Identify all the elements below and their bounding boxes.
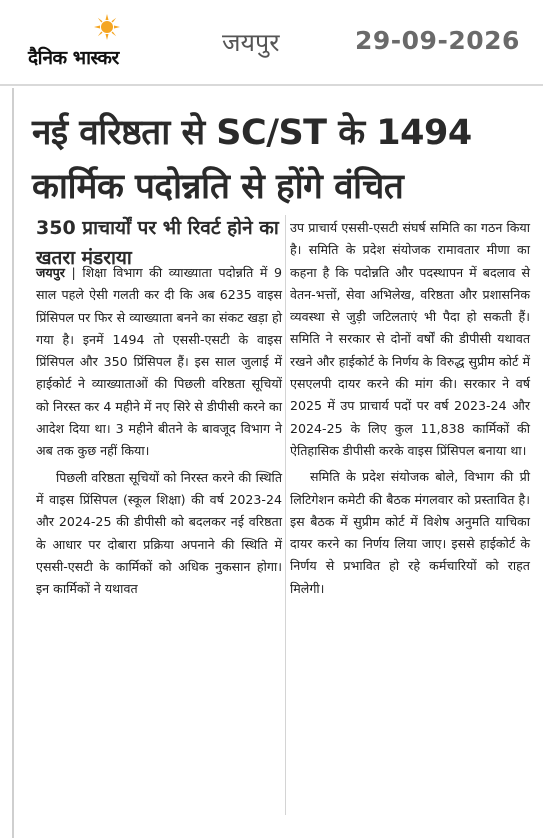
left-paragraph-2: पिछली वरिष्ठता सूचियों को निरस्त करने की स्थिति में वाइस प्रिंसिपल (स्कूल शिक्षा) की वर्ष 2023-24 और 2024-25 की डीपीसी को बदलकर नई वरिष्ठता के आधार पर दोबारा प्रक्रिया अपनाने की स्थिति में एससी-एसटी के कार्मिकों को अधिक नुकसान होगा। इन कार्मिकों ने यथावत	[36, 469, 282, 597]
right-paragraph-1: उप प्राचार्य एससी-एसटी संघर्ष समिति का गठन किया है। समिति के प्रदेश संयोजक रामावतार मीणा का कहना है कि पदोन्नति और पदस्थापन में बदलाव से वेतन-भत्तों, सेवा अभिलेख, वरिष्ठता और प्रशासनिक व्यवस्था से जुड़ी जटिलताएं भी पैदा हो सकती हैं। समिति ने सरकार से दोनों वर्षों की डीपीसी यथावत रखने और हाईकोर्ट के निर्णय के विरुद्ध सुप्रीम कोर्ट में एसएलपी दायर करने की मांग की। सरकार ने वर्ष 2025 में उप प्राचार्य पदों पर वर्ष 2023-24 और 2024-25 के लिए कुल 11,838 कार्मिकों की ऐतिहासिक डीपीसी करके वाइस प्रिंसिपल बनाया था।	[290, 220, 530, 458]
sun-logo-icon	[94, 14, 120, 40]
article-headline	[32, 106, 532, 214]
edition-city: जयपुर	[222, 28, 280, 57]
column-divider	[285, 215, 286, 815]
article-column-right	[290, 217, 530, 600]
left-paragraph-1-text: | शिक्षा विभाग की व्याख्याता पदोन्नति में 9 साल पहले ऐसी गलती कर दी कि अब 6235 वाइस प्रिंसिपल पर फिर से व्याख्याता बनने का संकट खड़ा हो गया है। इनमें 1494 तो एससी-एसटी के वाइस प्रिंसिपल और 350 प्रिंसिपल हैं। इस साल जुलाई में हाईकोर्ट ने व्याख्याताओं की पिछली वरिष्ठता सूचियों को निरस्त कर 4 महीने में नए सिरे से डीपीसी करने का आदेश दिया था। 3 महीने बीतने के बावजूद विभाग ने अब तक कुछ नहीं किया।	[36, 265, 282, 459]
edition-date: 29-09-2026	[355, 26, 520, 55]
newspaper-logo[interactable]	[28, 14, 188, 74]
dateline: जयपुर	[36, 265, 65, 280]
masthead-divider	[0, 84, 543, 86]
logo-text: दैनिक भास्कर	[28, 47, 119, 69]
headline-line-2: कार्मिक पदोन्नति से होंगे वंचित	[32, 167, 404, 207]
article-column-left	[36, 262, 282, 600]
headline-line-1: नई वरिष्ठता से SC/ST के 1494	[32, 113, 472, 153]
right-paragraph-2: समिति के प्रदेश संयोजक बोले, विभाग की प्री लिटिगेशन कमेटी की बैठक मंगलवार को प्रस्तावित है। इस बैठक में सुप्रीम कोर्ट में विशेष अनुमति याचिका दायर करने का निर्णय लिया जाए। इससे हाईकोर्ट के निर्णय से प्रभावित हो रहे कर्मचारियों को राहत मिलेगी।	[290, 469, 530, 596]
article-subheadline: 350 प्राचार्यों पर भी रिवर्ट होने का खतरा मंडराया	[36, 217, 279, 269]
left-paragraph-1	[36, 262, 282, 463]
masthead	[0, 0, 543, 86]
page-margin-rule	[12, 88, 14, 838]
